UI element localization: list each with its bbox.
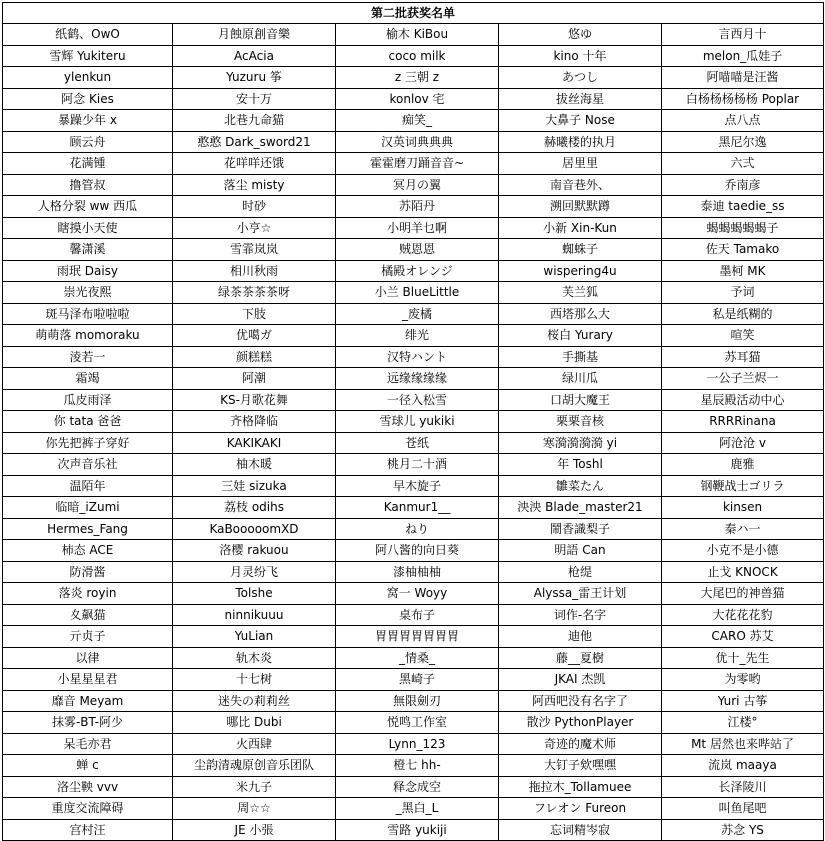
winner-name-cell: konlov 宅	[336, 88, 499, 110]
winner-name-cell: ninnikuuu	[173, 604, 336, 626]
winner-name-cell: melon_瓜娃子	[662, 45, 824, 67]
winner-name-cell: 大花花花豹	[662, 604, 824, 626]
winner-name-cell: 拔丝海星	[499, 88, 662, 110]
winner-name-cell: 年 Toshl	[499, 454, 662, 476]
winner-name-cell: 尘韵清魂原创音乐团队	[173, 755, 336, 777]
winner-name-cell: Tolshe	[173, 583, 336, 605]
table-row	[3, 454, 824, 476]
winner-name-cell: 橘殿オレンジ	[336, 260, 499, 282]
winner-name-cell: 阿潮	[173, 368, 336, 390]
table-row	[3, 690, 824, 712]
winner-name-cell: 芙兰狐	[499, 282, 662, 304]
winner-name-cell: 花满锺	[3, 153, 173, 175]
winner-name-cell: 顾云舟	[3, 131, 173, 153]
winner-name-cell: 月蝕原創音樂	[173, 24, 336, 46]
table-row	[3, 174, 824, 196]
table-row	[3, 819, 824, 841]
winner-name-cell: 枪缇	[499, 561, 662, 583]
winner-name-cell: 雪辉 Yukiteru	[3, 45, 173, 67]
winner-name-cell: 词作-名字	[499, 604, 662, 626]
winner-name-cell: 暴躁少年 x	[3, 110, 173, 132]
winner-name-cell: z 三朝 z	[336, 67, 499, 89]
winner-name-cell: 雪球儿 yukiki	[336, 411, 499, 433]
winner-name-cell: 胃胃胃胃胃胃胃	[336, 626, 499, 648]
table-row	[3, 626, 824, 648]
winner-name-cell: KS-月歌花舞	[173, 389, 336, 411]
winner-name-cell: 桜白 Yurary	[499, 325, 662, 347]
winner-name-cell: 雛菜たん	[499, 475, 662, 497]
winner-name-cell: 小亨☆	[173, 217, 336, 239]
table-row	[3, 45, 824, 67]
winner-name-cell: 柚木暖	[173, 454, 336, 476]
winner-name-cell: 一径入松雪	[336, 389, 499, 411]
table-row	[3, 196, 824, 218]
winner-name-cell: 优噶ガ	[173, 325, 336, 347]
winner-name-cell: 优十_先生	[662, 647, 824, 669]
winner-name-cell: 墨柯 MK	[662, 260, 824, 282]
table-row	[3, 669, 824, 691]
table-row	[3, 389, 824, 411]
winner-name-cell: あつし	[499, 67, 662, 89]
winner-name-cell: 米九子	[173, 776, 336, 798]
table-row	[3, 583, 824, 605]
winner-name-cell: 鹿雅	[662, 454, 824, 476]
winner-name-cell: KaBooooomXD	[173, 518, 336, 540]
winner-name-cell: 栗栗音核	[499, 411, 662, 433]
winner-name-cell: ylenkun	[3, 67, 173, 89]
winner-name-cell: 六弍	[662, 153, 824, 175]
winner-name-cell: AcAcia	[173, 45, 336, 67]
winner-name-cell: 小新 Xin-Kun	[499, 217, 662, 239]
winner-name-cell: 崇光夜熙	[3, 282, 173, 304]
winner-name-cell: Yuzuru 筝	[173, 67, 336, 89]
table-row	[3, 540, 824, 562]
winner-name-cell: 洛尘鞅 vvv	[3, 776, 173, 798]
winner-name-cell: 迪他	[499, 626, 662, 648]
winner-name-cell: 赫曦楼的执月	[499, 131, 662, 153]
winner-name-cell: 鬧香識梨子	[499, 518, 662, 540]
table-row	[3, 325, 824, 347]
winner-name-cell: 冥月の翼	[336, 174, 499, 196]
winners-table-body	[3, 3, 824, 841]
winner-name-cell: 人格分裂 ww 西瓜	[3, 196, 173, 218]
winner-name-cell: 亓贞子	[3, 626, 173, 648]
winner-name-cell: 次声音乐社	[3, 454, 173, 476]
winner-name-cell: 温陌年	[3, 475, 173, 497]
winner-name-cell: 泰迪 taedie_ss	[662, 196, 824, 218]
winner-name-cell: 橙七 hh-	[336, 755, 499, 777]
winner-name-cell: 止戈 KNOCK	[662, 561, 824, 583]
winner-name-cell: 火西肆	[173, 733, 336, 755]
winner-name-cell: 口胡大魔王	[499, 389, 662, 411]
winner-name-cell: 淩若一	[3, 346, 173, 368]
winner-name-cell: 绿茶茶茶茶呀	[173, 282, 336, 304]
winner-name-cell: 流岚 maaya	[662, 755, 824, 777]
winner-name-cell: 落尘 misty	[173, 174, 336, 196]
winner-name-cell: 叫鱼尾吧	[662, 798, 824, 820]
table-row	[3, 798, 824, 820]
winner-name-cell: 小明羊乜啊	[336, 217, 499, 239]
winner-name-cell: _黑白_L	[336, 798, 499, 820]
title-row	[3, 3, 824, 24]
table-row	[3, 260, 824, 282]
winner-name-cell: 悠ゆ	[499, 24, 662, 46]
winner-name-cell: 私是纸糊的	[662, 303, 824, 325]
winner-name-cell: 防滑酱	[3, 561, 173, 583]
winner-name-cell: 十七树	[173, 669, 336, 691]
winner-name-cell: 长泽陵川	[662, 776, 824, 798]
winner-name-cell: 临暗_iZumi	[3, 497, 173, 519]
table-row	[3, 411, 824, 433]
winner-name-cell: 大钉子欸嘿嘿	[499, 755, 662, 777]
winner-name-cell: 阿喵喵是汪酱	[662, 67, 824, 89]
winner-name-cell: 落炎 royin	[3, 583, 173, 605]
table-row	[3, 776, 824, 798]
winner-name-cell: 轨木炎	[173, 647, 336, 669]
winner-name-cell: 秦ハ一	[662, 518, 824, 540]
winner-name-cell: 绯光	[336, 325, 499, 347]
winner-name-cell: kinsen	[662, 497, 824, 519]
winner-name-cell: 桃月二十酒	[336, 454, 499, 476]
table-row	[3, 239, 824, 261]
winner-name-cell: 汉特ハント	[336, 346, 499, 368]
winner-name-cell: 北巷九命猫	[173, 110, 336, 132]
winner-name-cell: 点八点	[662, 110, 824, 132]
table-row	[3, 88, 824, 110]
winner-name-cell: 榆木 KiBou	[336, 24, 499, 46]
winner-name-cell: 迷失の莉莉丝	[173, 690, 336, 712]
winner-name-cell: 南音巷外、	[499, 174, 662, 196]
winner-name-cell: 花咩咩还饿	[173, 153, 336, 175]
winner-name-cell: 馨潇溪	[3, 239, 173, 261]
winner-name-cell: 以律	[3, 647, 173, 669]
winner-name-cell: 雪霏岚岚	[173, 239, 336, 261]
winner-name-cell: ねり	[336, 518, 499, 540]
winner-name-cell: 斑马泽布啦啦啦	[3, 303, 173, 325]
winner-name-cell: 夊飙猫	[3, 604, 173, 626]
winner-name-cell: 雨珉 Daisy	[3, 260, 173, 282]
table-row	[3, 604, 824, 626]
winner-name-cell: 撸管叔	[3, 174, 173, 196]
winner-name-cell: 蝎蝎蝎蝎蝎子	[662, 217, 824, 239]
winner-name-cell: 悦鸣工作室	[336, 712, 499, 734]
winner-name-cell: 时砂	[173, 196, 336, 218]
winner-name-cell: 桌布子	[336, 604, 499, 626]
winner-name-cell: 江楼°	[662, 712, 824, 734]
winner-name-cell: 泱泱 Blade_master21	[499, 497, 662, 519]
winner-name-cell: 荔枝 odihs	[173, 497, 336, 519]
winner-name-cell: 齐格降临	[173, 411, 336, 433]
winner-name-cell: 蜘蛛子	[499, 239, 662, 261]
table-row	[3, 131, 824, 153]
table-row	[3, 475, 824, 497]
table-row	[3, 282, 824, 304]
winner-name-cell: 瞎摸小天使	[3, 217, 173, 239]
winner-name-cell: 相川秋雨	[173, 260, 336, 282]
table-row	[3, 733, 824, 755]
winner-name-cell: 为零哟	[662, 669, 824, 691]
winner-name-cell: wispering4u	[499, 260, 662, 282]
winner-name-cell: JKAI 杰凯	[499, 669, 662, 691]
winner-name-cell: 霍霍磨刀踊音音~	[336, 153, 499, 175]
winner-name-cell: 月灵纷飞	[173, 561, 336, 583]
table-row	[3, 518, 824, 540]
winner-name-cell: 纸鹤、OwO	[3, 24, 173, 46]
winner-name-cell: Yuri 古筝	[662, 690, 824, 712]
winner-name-cell: 早木旋子	[336, 475, 499, 497]
winner-name-cell: 周☆☆	[173, 798, 336, 820]
table-row	[3, 67, 824, 89]
winner-name-cell: 重度交流障碍	[3, 798, 173, 820]
winner-name-cell: 西塔那么大	[499, 303, 662, 325]
winner-name-cell: 寒漪漪漪漪 yi	[499, 432, 662, 454]
winner-name-cell: Hermes_Fang	[3, 518, 173, 540]
winner-name-cell: _情桑_	[336, 647, 499, 669]
winner-name-cell: 你先把裤子穿好	[3, 432, 173, 454]
winner-name-cell: coco milk	[336, 45, 499, 67]
winner-name-cell: 痴笑_	[336, 110, 499, 132]
winner-name-cell: 言西月十	[662, 24, 824, 46]
table-row	[3, 217, 824, 239]
winner-name-cell: 洛樱 rakuou	[173, 540, 336, 562]
winner-name-cell: 居里里	[499, 153, 662, 175]
winner-name-cell: 小兰 BlueLittle	[336, 282, 499, 304]
sheet-title: 第二批获奖名单	[3, 3, 824, 24]
table-row	[3, 368, 824, 390]
winner-name-cell: 漆柚柚柚	[336, 561, 499, 583]
winner-name-cell: 苏念 YS	[662, 819, 824, 841]
winner-name-cell: 蝉 c	[3, 755, 173, 777]
winner-name-cell: 贼恩恩	[336, 239, 499, 261]
winner-name-cell: 汉英词典典典	[336, 131, 499, 153]
winner-name-cell: 你 tata 爸爸	[3, 411, 173, 433]
winner-name-cell: YuLian	[173, 626, 336, 648]
winner-name-cell: 窝一 Woyy	[336, 583, 499, 605]
winner-name-cell: 钢鞭战士ゴリラ	[662, 475, 824, 497]
winner-name-cell: _废橘	[336, 303, 499, 325]
winner-name-cell: 奇迹的魔术师	[499, 733, 662, 755]
winner-name-cell: 苍纸	[336, 432, 499, 454]
table-row	[3, 561, 824, 583]
winner-name-cell: 宫村汪	[3, 819, 173, 841]
winners-table	[2, 2, 824, 841]
winner-name-cell: 明語 Can	[499, 540, 662, 562]
winner-name-cell: 阿西吧没有名字了	[499, 690, 662, 712]
winner-name-cell: KAKIKAKI	[173, 432, 336, 454]
winner-name-cell: 手撕基	[499, 346, 662, 368]
winner-name-cell: 苏陌丹	[336, 196, 499, 218]
winner-name-cell: CARO 苏艾	[662, 626, 824, 648]
winner-name-cell: 阿念 Kies	[3, 88, 173, 110]
winner-name-cell: 溯回默默蹲	[499, 196, 662, 218]
winner-name-cell: 星辰殿活动中心	[662, 389, 824, 411]
table-row	[3, 303, 824, 325]
winner-name-cell: 苏耳猫	[662, 346, 824, 368]
winner-name-cell: 呆毛亦君	[3, 733, 173, 755]
winner-name-cell: 霜竭	[3, 368, 173, 390]
table-row	[3, 755, 824, 777]
winner-name-cell: 散沙 PythonPlayer	[499, 712, 662, 734]
table-row	[3, 647, 824, 669]
winner-name-cell: 阿沧沧 v	[662, 432, 824, 454]
table-row	[3, 346, 824, 368]
winner-name-cell: フレオン Fureon	[499, 798, 662, 820]
winner-name-cell: 拖拉木_Tollamuee	[499, 776, 662, 798]
winner-name-cell: 忘词精岑寂	[499, 819, 662, 841]
winner-name-cell: 小星星星君	[3, 669, 173, 691]
winner-name-cell: 予词	[662, 282, 824, 304]
table-row	[3, 497, 824, 519]
winner-name-cell: 萌萌落 momoraku	[3, 325, 173, 347]
winner-name-cell: 喧笑	[662, 325, 824, 347]
winner-name-cell: 三娃 sizuka	[173, 475, 336, 497]
winner-name-cell: Lynn_123	[336, 733, 499, 755]
winner-name-cell: 哪比 Dubi	[173, 712, 336, 734]
table-row	[3, 153, 824, 175]
table-row	[3, 24, 824, 46]
winner-name-cell: Mt 居然也来哔站了	[662, 733, 824, 755]
winner-name-cell: 绿川瓜	[499, 368, 662, 390]
winner-name-cell: 大鼻子 Nose	[499, 110, 662, 132]
winner-name-cell: Kanmur1__	[336, 497, 499, 519]
winner-name-cell: 下肢	[173, 303, 336, 325]
winner-name-cell: 憨憨 Dark_sword21	[173, 131, 336, 153]
winner-name-cell: 远缘缘缘缘	[336, 368, 499, 390]
winner-name-cell: 黑崎子	[336, 669, 499, 691]
winner-name-cell: 雪路 yukiji	[336, 819, 499, 841]
winner-name-cell: 瓜皮雨泽	[3, 389, 173, 411]
winner-name-cell: JE 小張	[173, 819, 336, 841]
winner-name-cell: 靡音 Meyam	[3, 690, 173, 712]
winner-name-cell: 佐天 Tamako	[662, 239, 824, 261]
winner-name-cell: 抹雾-BT-阿少	[3, 712, 173, 734]
winner-name-cell: 柿态 ACE	[3, 540, 173, 562]
winner-name-cell: 小克不是小德	[662, 540, 824, 562]
winner-name-cell: 颜糕糕	[173, 346, 336, 368]
winner-name-cell: 大尾巴的神兽猫	[662, 583, 824, 605]
winner-name-cell: 黑尼尔逸	[662, 131, 824, 153]
winner-name-cell: 乔南彦	[662, 174, 824, 196]
table-row	[3, 432, 824, 454]
winner-name-cell: 安十万	[173, 88, 336, 110]
winner-name-cell: 一公子兰烬一	[662, 368, 824, 390]
winner-name-cell: 白杨杨杨杨杨 Poplar	[662, 88, 824, 110]
winner-name-cell: Alyssa_雷王计划	[499, 583, 662, 605]
winner-name-cell: 阿八酱的向日葵	[336, 540, 499, 562]
winner-name-cell: kino 十年	[499, 45, 662, 67]
winner-name-cell: 藤__夏樹	[499, 647, 662, 669]
table-row	[3, 110, 824, 132]
table-row	[3, 712, 824, 734]
winner-name-cell: 無限劍刃	[336, 690, 499, 712]
winner-name-cell: RRRRinana	[662, 411, 824, 433]
winner-name-cell: 释念成空	[336, 776, 499, 798]
